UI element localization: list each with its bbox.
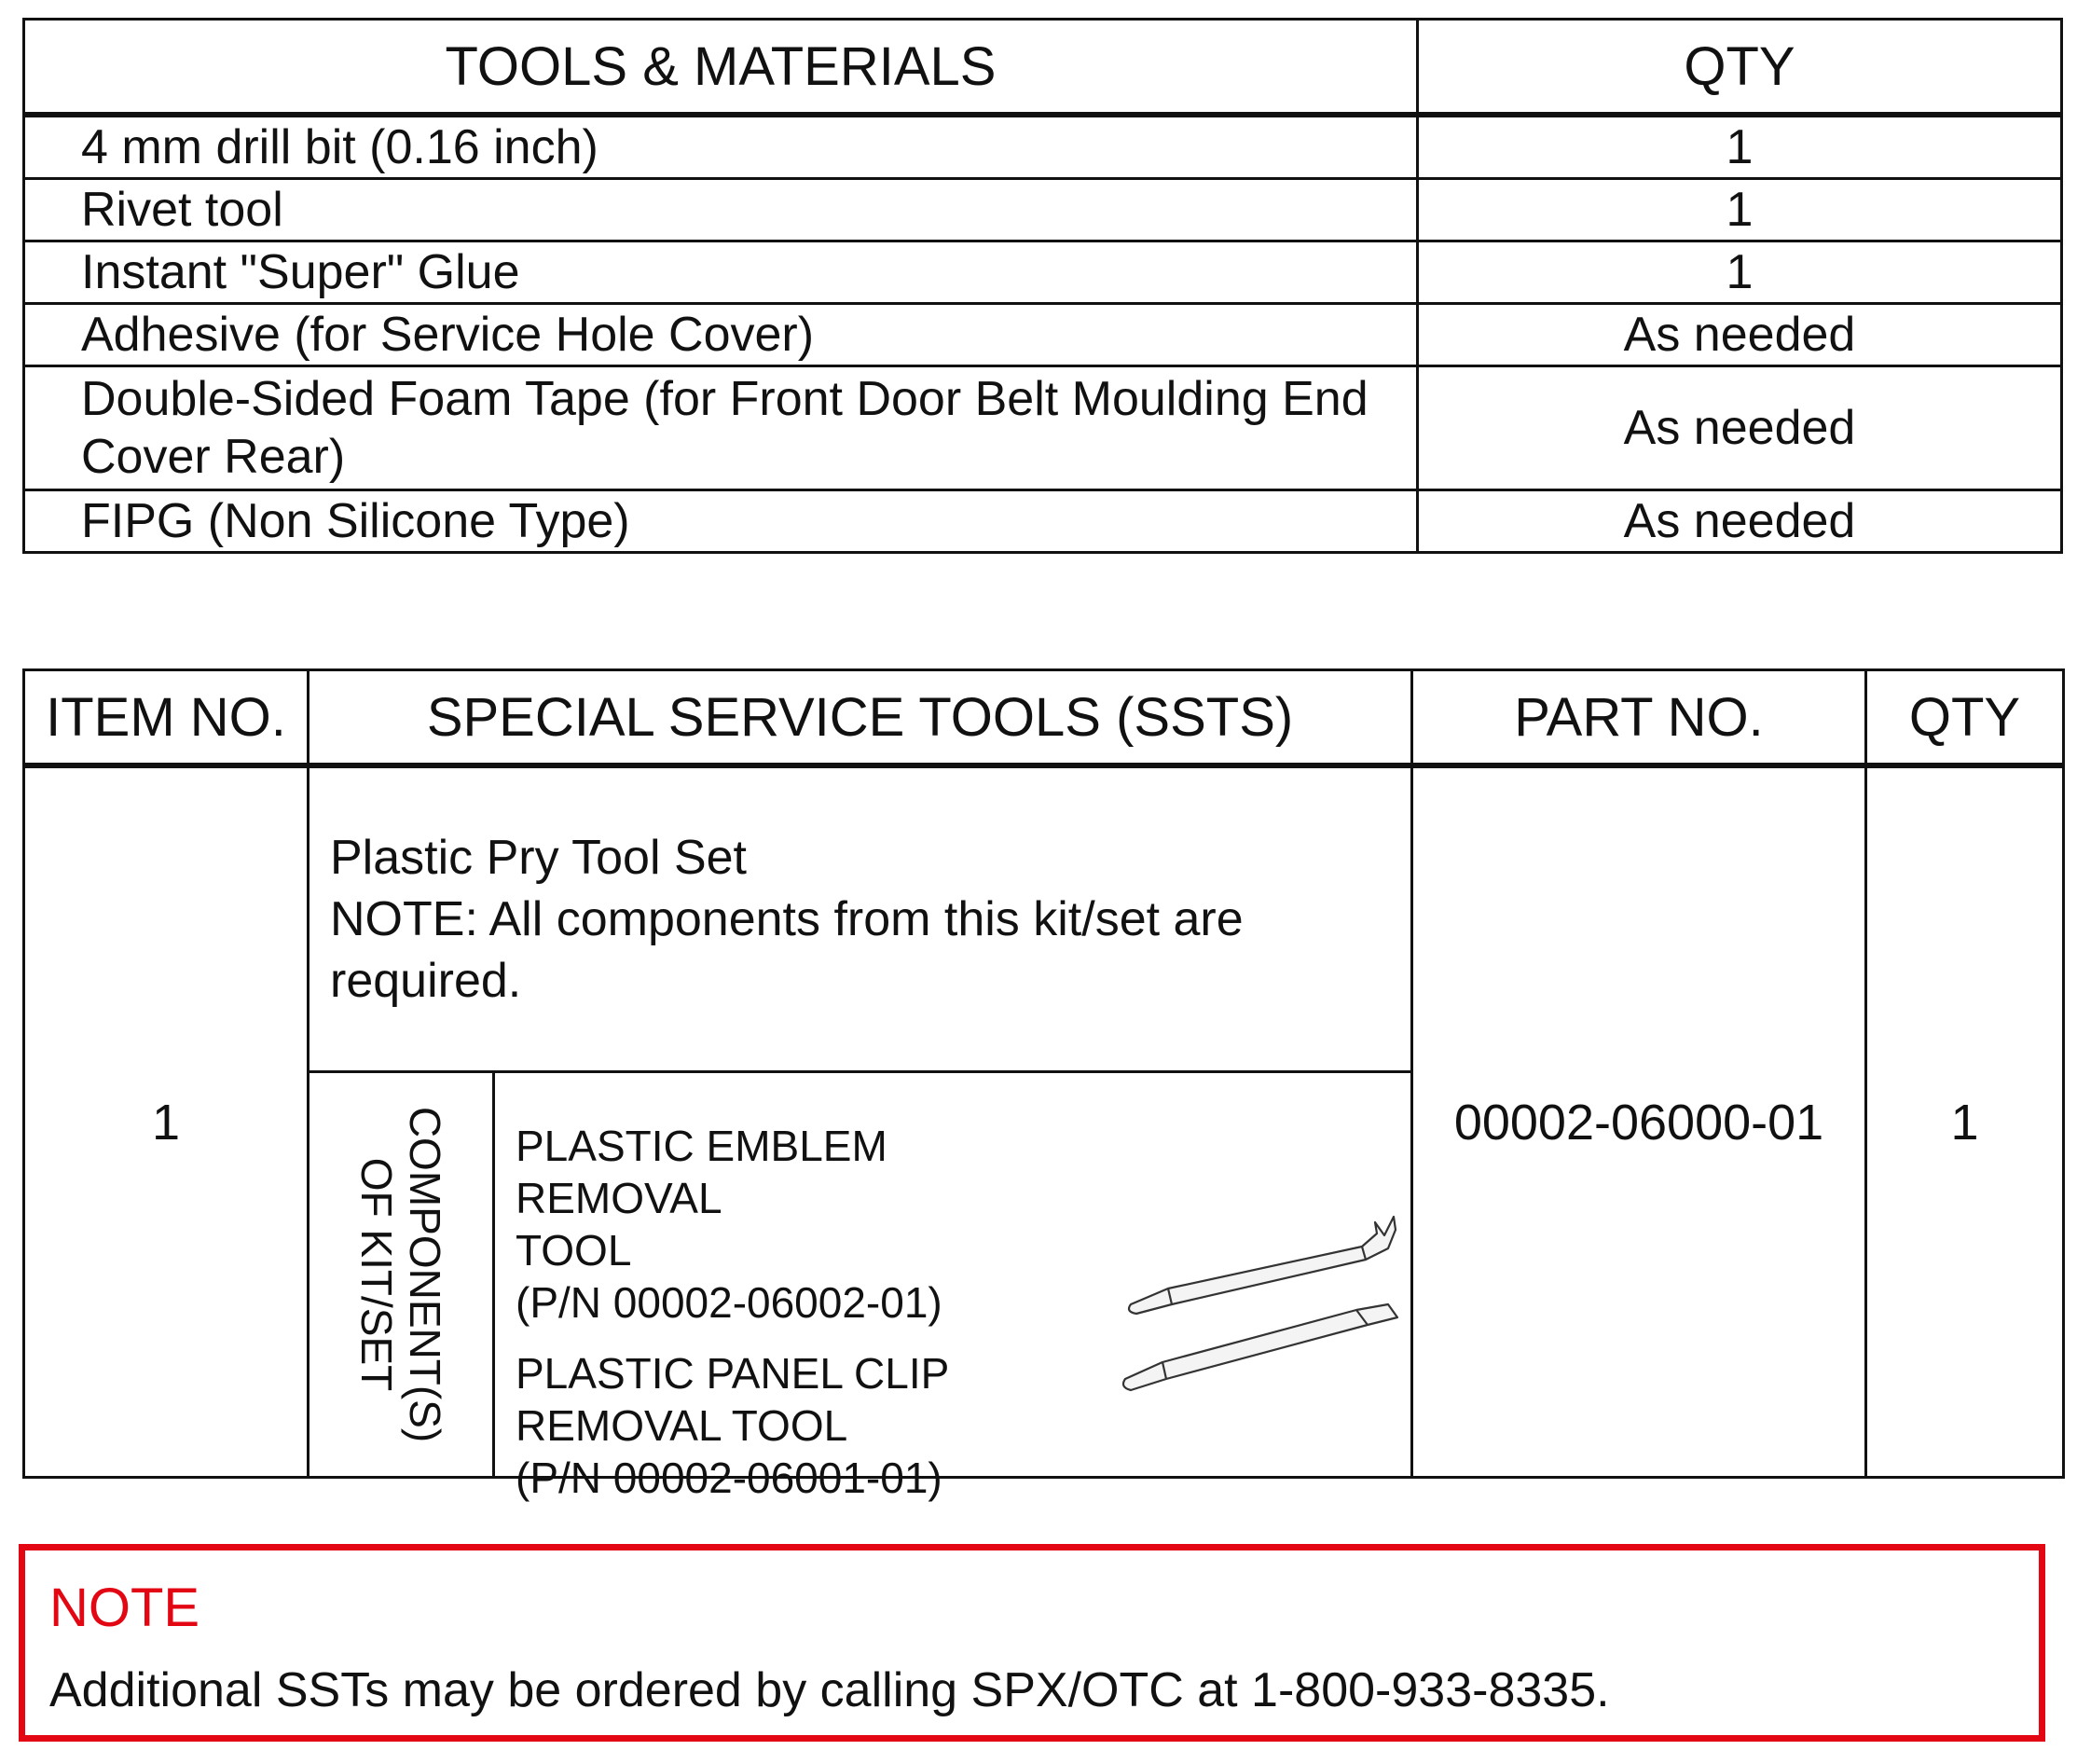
tool-item: Rivet tool [24, 179, 1418, 241]
table-header-row [24, 20, 2062, 116]
tool-item: FIPG (Non Silicone Type) [24, 490, 1418, 553]
tools-materials-table [22, 18, 2063, 554]
table-row [24, 304, 2062, 366]
pry-tools-icon [1112, 1194, 1410, 1409]
header-part-no: PART NO. [1412, 670, 1866, 766]
components-label-line: COMPONENT(S) [401, 1106, 449, 1443]
components-label-cell [309, 1072, 494, 1478]
tool-qty: As needed [1418, 304, 2062, 366]
component-line: PLASTIC PANEL CLIP [516, 1349, 950, 1398]
tool-item: 4 mm drill bit (0.16 inch) [24, 115, 1418, 179]
table-row [24, 241, 2062, 304]
table-row [24, 490, 2062, 553]
header-qty: QTY [1418, 20, 2062, 116]
tool-item-line: Cover Rear) [81, 430, 346, 484]
header-qty: QTY [1866, 670, 2064, 766]
table-row [24, 366, 2062, 490]
table-row [24, 765, 2064, 1072]
header-special-service-tools: SPECIAL SERVICE TOOLS (SSTS) [309, 670, 1412, 766]
tool-name: Plastic Pry Tool Set [330, 831, 748, 885]
table-row [24, 179, 2062, 241]
tool-item: Adhesive (for Service Hole Cover) [24, 304, 1418, 366]
table-row [24, 115, 2062, 179]
tool-qty: 1 [1418, 241, 2062, 304]
tool-note: NOTE: All components from this kit/set are required. [330, 892, 1244, 1008]
component-line: TOOL [516, 1226, 632, 1275]
header-item-no: ITEM NO. [24, 670, 309, 766]
tool-item-line: Double-Sided Foam Tape (for Front Door Belt Moulding End [81, 372, 1369, 426]
component-line: PLASTIC EMBLEM REMOVAL [516, 1122, 887, 1222]
note-box [19, 1544, 2045, 1742]
note-text: Additional SSTs may be ordered by calling SPX/OTC at 1-800-933-8335. [49, 1663, 1610, 1717]
tool-item [24, 366, 1418, 490]
component-list [516, 1120, 1094, 1504]
quantity: 1 [1866, 765, 2064, 1478]
tool-item: Instant "Super" Glue [24, 241, 1418, 304]
part-number: 00002-06000-01 [1412, 765, 1866, 1478]
components-label-line: OF KIT/SET [352, 1157, 401, 1392]
tool-qty: As needed [1418, 366, 2062, 490]
components-label [352, 1107, 449, 1442]
tool-description [309, 765, 1412, 1072]
tool-qty: 1 [1418, 115, 2062, 179]
component-line: REMOVAL TOOL [516, 1401, 848, 1450]
special-service-tools-table [22, 668, 2065, 1502]
tool-qty: As needed [1418, 490, 2062, 553]
item-number: 1 [24, 765, 309, 1478]
components-cell [494, 1072, 1412, 1502]
component-line: (P/N 00002-06001-01) [516, 1454, 942, 1502]
table-header-row [24, 670, 2064, 766]
header-tools-materials: TOOLS & MATERIALS [24, 20, 1418, 116]
component-line: (P/N 00002-06002-01) [516, 1278, 942, 1327]
tool-qty: 1 [1418, 179, 2062, 241]
note-title: NOTE [49, 1578, 200, 1638]
